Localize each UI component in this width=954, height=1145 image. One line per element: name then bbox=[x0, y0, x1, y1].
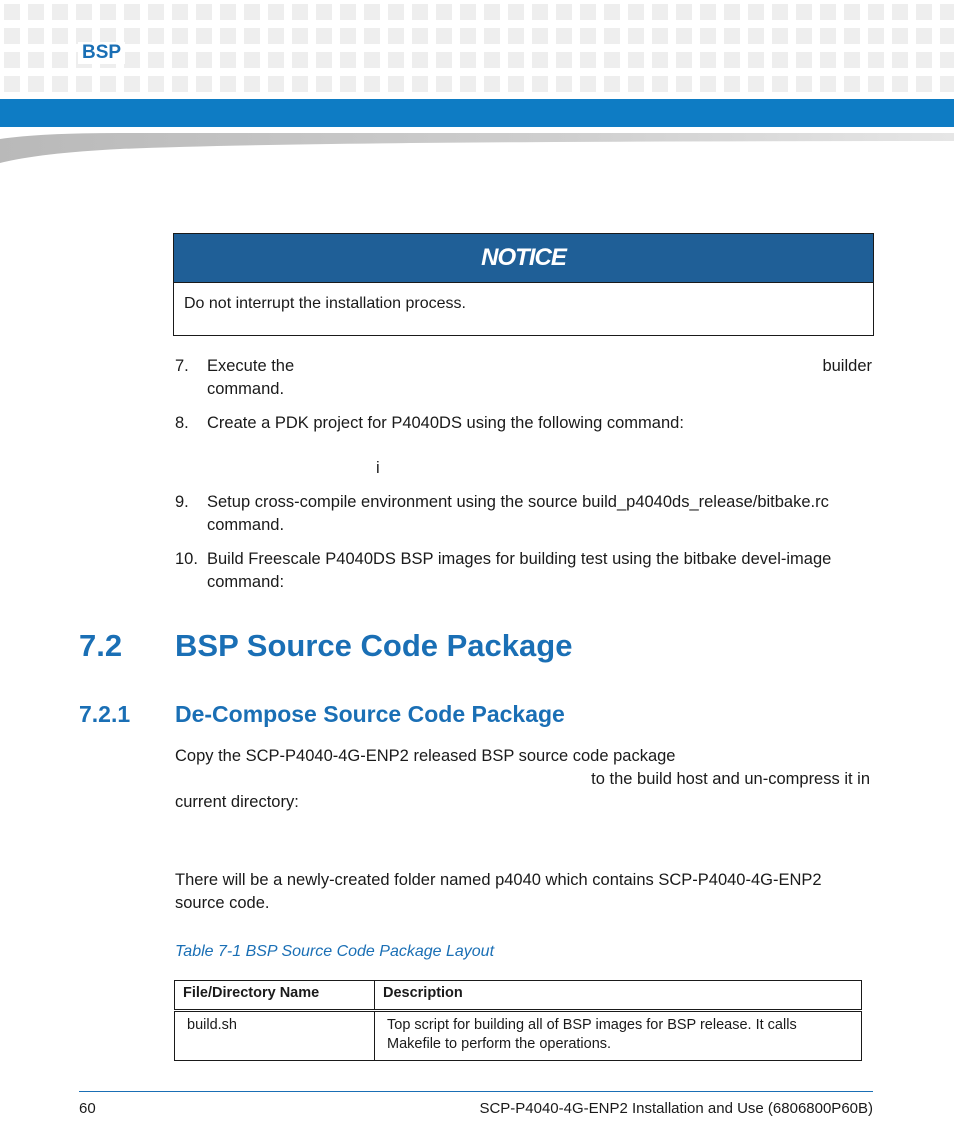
header-dot bbox=[676, 52, 692, 68]
header-dot bbox=[292, 28, 308, 44]
header-dot bbox=[604, 4, 620, 20]
copy-paragraph-line2: to the build host and un-compress it in bbox=[591, 770, 870, 788]
header-dot bbox=[4, 76, 20, 92]
footer-page-number: 60 bbox=[79, 1100, 96, 1117]
header-dot bbox=[916, 4, 932, 20]
step-text-right: builder bbox=[822, 357, 872, 375]
header-dot bbox=[412, 4, 428, 20]
header-dot bbox=[28, 76, 44, 92]
header-dot bbox=[4, 4, 20, 20]
header-dot bbox=[364, 4, 380, 20]
header-dot bbox=[508, 28, 524, 44]
notice-header bbox=[174, 234, 873, 283]
header-dot bbox=[580, 52, 596, 68]
header-dot bbox=[604, 28, 620, 44]
header-dot bbox=[364, 52, 380, 68]
footer-document-title: SCP-P4040-4G-ENP2 Installation and Use (6806800P60B) bbox=[479, 1100, 873, 1117]
header-dot bbox=[700, 52, 716, 68]
header-dot bbox=[796, 4, 812, 20]
header-dot bbox=[388, 28, 404, 44]
header-dot bbox=[268, 28, 284, 44]
header-dot bbox=[484, 28, 500, 44]
header-dot bbox=[484, 52, 500, 68]
header-dot bbox=[436, 4, 452, 20]
header-dot bbox=[388, 52, 404, 68]
header-dot bbox=[652, 28, 668, 44]
header-dot bbox=[508, 4, 524, 20]
header-dot bbox=[220, 52, 236, 68]
header-dot bbox=[556, 76, 572, 92]
header-dot bbox=[268, 4, 284, 20]
step-number: 8. bbox=[175, 414, 189, 432]
header-dot bbox=[292, 76, 308, 92]
header-blue-bar bbox=[0, 99, 954, 127]
header-dot bbox=[748, 28, 764, 44]
subsection-number: 7.2.1 bbox=[79, 701, 131, 727]
header-dot bbox=[388, 76, 404, 92]
header-dot bbox=[148, 28, 164, 44]
header-dot bbox=[52, 28, 68, 44]
header-dot bbox=[916, 52, 932, 68]
header-dot bbox=[484, 76, 500, 92]
header-dot bbox=[196, 4, 212, 20]
header-dot bbox=[796, 28, 812, 44]
header-dot bbox=[148, 4, 164, 20]
header-dot bbox=[412, 28, 428, 44]
header-dot bbox=[172, 76, 188, 92]
header-dot bbox=[892, 4, 908, 20]
header-dot bbox=[868, 28, 884, 44]
header-dot bbox=[868, 52, 884, 68]
header-dot bbox=[220, 76, 236, 92]
header-dot bbox=[52, 4, 68, 20]
header-dot bbox=[604, 52, 620, 68]
folder-paragraph: There will be a newly-created folder named p4040 which contains SCP-P4040-4G-ENP2 source code. bbox=[175, 871, 822, 912]
header-dot bbox=[796, 52, 812, 68]
header-dot bbox=[580, 4, 596, 20]
header-dot bbox=[244, 76, 260, 92]
package-layout-table bbox=[174, 980, 862, 1061]
header-dot bbox=[4, 52, 20, 68]
table-header-row bbox=[175, 981, 862, 1011]
header-dot bbox=[892, 76, 908, 92]
header-dot bbox=[868, 4, 884, 20]
step-7 bbox=[175, 355, 872, 401]
header-dot bbox=[316, 76, 332, 92]
header-dot bbox=[148, 76, 164, 92]
header-dot bbox=[292, 4, 308, 20]
header-dot bbox=[724, 28, 740, 44]
step-number: 7. bbox=[175, 357, 189, 375]
header-dot bbox=[700, 76, 716, 92]
header-dot bbox=[820, 76, 836, 92]
header-dot bbox=[412, 52, 428, 68]
header-dot bbox=[772, 28, 788, 44]
header-dot bbox=[292, 52, 308, 68]
header-dot bbox=[196, 76, 212, 92]
header-dot bbox=[772, 76, 788, 92]
header-dot bbox=[844, 76, 860, 92]
notice-title: NOTICE bbox=[481, 244, 566, 271]
header-dot bbox=[556, 4, 572, 20]
header-dot bbox=[388, 4, 404, 20]
header-dot bbox=[340, 76, 356, 92]
header-dot bbox=[820, 28, 836, 44]
column-header-description: Description bbox=[375, 981, 862, 1011]
header-dot bbox=[52, 76, 68, 92]
step-number: 9. bbox=[175, 493, 189, 511]
step-8 bbox=[175, 412, 872, 435]
header-dot bbox=[124, 28, 140, 44]
header-dot bbox=[4, 28, 20, 44]
header-dot bbox=[244, 4, 260, 20]
header-dot bbox=[340, 4, 356, 20]
header-dot bbox=[196, 52, 212, 68]
header-dot bbox=[580, 28, 596, 44]
header-dot bbox=[100, 76, 116, 92]
header-dot bbox=[532, 28, 548, 44]
header-dot bbox=[76, 76, 92, 92]
header-dot bbox=[124, 4, 140, 20]
header-dot bbox=[604, 76, 620, 92]
header-section-label: BSP bbox=[78, 42, 125, 64]
header-dot bbox=[628, 28, 644, 44]
header-dot bbox=[268, 52, 284, 68]
header-grey-swoosh bbox=[0, 131, 954, 163]
header-dot bbox=[796, 76, 812, 92]
step-10 bbox=[175, 548, 872, 594]
header-dot bbox=[676, 76, 692, 92]
header-dot bbox=[28, 4, 44, 20]
step-text: Setup cross-compile environment using the source build_p4040ds_release/bitbake.rc command. bbox=[207, 493, 829, 534]
step-9 bbox=[175, 491, 872, 537]
header-dot bbox=[748, 76, 764, 92]
header-dot bbox=[148, 52, 164, 68]
notice-box bbox=[173, 233, 874, 336]
header-dot bbox=[556, 52, 572, 68]
table-cell-name: build.sh bbox=[175, 1011, 375, 1061]
step-text: Execute the bbox=[207, 357, 295, 375]
header-dot bbox=[460, 28, 476, 44]
header-dot bbox=[700, 4, 716, 20]
step-text: Build Freescale P4040DS BSP images for building test using the bitbake devel-image command: bbox=[207, 550, 832, 591]
header-dot bbox=[772, 4, 788, 20]
header-dot bbox=[340, 52, 356, 68]
section-heading bbox=[79, 628, 572, 664]
subsection-title: De-Compose Source Code Package bbox=[175, 701, 565, 727]
header-dot bbox=[628, 76, 644, 92]
header-dot bbox=[316, 28, 332, 44]
header-dot bbox=[628, 4, 644, 20]
section-title: BSP Source Code Package bbox=[175, 628, 573, 663]
header-dot bbox=[580, 76, 596, 92]
code-fragment: i bbox=[376, 459, 380, 477]
header-dot-pattern bbox=[0, 0, 954, 96]
header-dot bbox=[700, 28, 716, 44]
header-dot bbox=[532, 76, 548, 92]
header-dot bbox=[436, 52, 452, 68]
footer-rule bbox=[79, 1091, 873, 1092]
header-dot bbox=[460, 4, 476, 20]
table-caption: Table 7-1 BSP Source Code Package Layout bbox=[175, 943, 495, 960]
step-text: Create a PDK project for P4040DS using the following command: bbox=[207, 414, 684, 432]
header-dot bbox=[940, 28, 954, 44]
table-row bbox=[175, 1011, 862, 1061]
header-dot bbox=[172, 52, 188, 68]
header-dot bbox=[772, 52, 788, 68]
header-dot bbox=[76, 4, 92, 20]
header-dot bbox=[412, 76, 428, 92]
header-dot bbox=[268, 76, 284, 92]
header-dot bbox=[532, 4, 548, 20]
section-number: 7.2 bbox=[79, 628, 123, 663]
header-dot bbox=[844, 4, 860, 20]
header-dot bbox=[220, 4, 236, 20]
header-dot bbox=[652, 76, 668, 92]
header-dot bbox=[844, 28, 860, 44]
header-dot bbox=[124, 76, 140, 92]
header-dot bbox=[556, 28, 572, 44]
header-dot bbox=[316, 4, 332, 20]
header-dot bbox=[460, 76, 476, 92]
header-dot bbox=[460, 52, 476, 68]
column-header-name: File/Directory Name bbox=[175, 981, 375, 1011]
header-dot bbox=[124, 52, 140, 68]
header-dot bbox=[244, 28, 260, 44]
header-dot bbox=[724, 76, 740, 92]
header-dot bbox=[724, 52, 740, 68]
header-dot bbox=[100, 4, 116, 20]
header-dot bbox=[724, 4, 740, 20]
header-dot bbox=[364, 76, 380, 92]
header-dot bbox=[436, 28, 452, 44]
header-dot bbox=[652, 52, 668, 68]
header-dot bbox=[532, 52, 548, 68]
header-dot bbox=[244, 52, 260, 68]
header-dot bbox=[868, 76, 884, 92]
header-dot bbox=[436, 76, 452, 92]
header-dot bbox=[508, 52, 524, 68]
header-dot bbox=[676, 4, 692, 20]
header-dot bbox=[748, 52, 764, 68]
header-dot bbox=[940, 52, 954, 68]
header-dot bbox=[28, 28, 44, 44]
header-dot bbox=[892, 28, 908, 44]
header-dot bbox=[172, 28, 188, 44]
header-dot bbox=[52, 52, 68, 68]
header-dot bbox=[892, 52, 908, 68]
table-cell-description: Top script for building all of BSP images for BSP release. It calls Makefile to perform the operations. bbox=[375, 1011, 862, 1061]
step-text-continued: command. bbox=[207, 380, 285, 398]
header-dot bbox=[28, 52, 44, 68]
header-dot bbox=[316, 52, 332, 68]
header-dot bbox=[916, 76, 932, 92]
header-dot bbox=[508, 76, 524, 92]
header-dot bbox=[340, 28, 356, 44]
subsection-heading bbox=[79, 701, 565, 728]
header-dot bbox=[820, 52, 836, 68]
header-dot bbox=[484, 4, 500, 20]
step-number: 10. bbox=[175, 550, 198, 568]
header-dot bbox=[916, 28, 932, 44]
header-dot bbox=[940, 4, 954, 20]
header-dot bbox=[652, 4, 668, 20]
header-dot bbox=[196, 28, 212, 44]
header-dot bbox=[820, 4, 836, 20]
header-dot bbox=[676, 28, 692, 44]
header-dot bbox=[220, 28, 236, 44]
copy-paragraph-line3: current directory: bbox=[175, 793, 299, 811]
notice-body: Do not interrupt the installation process. bbox=[184, 295, 466, 312]
header-dot bbox=[940, 76, 954, 92]
copy-paragraph-line1: Copy the SCP-P4040-4G-ENP2 released BSP source code package bbox=[175, 747, 676, 765]
header-dot bbox=[748, 4, 764, 20]
header-dot bbox=[844, 52, 860, 68]
header-dot bbox=[628, 52, 644, 68]
header-dot bbox=[172, 4, 188, 20]
header-dot bbox=[364, 28, 380, 44]
